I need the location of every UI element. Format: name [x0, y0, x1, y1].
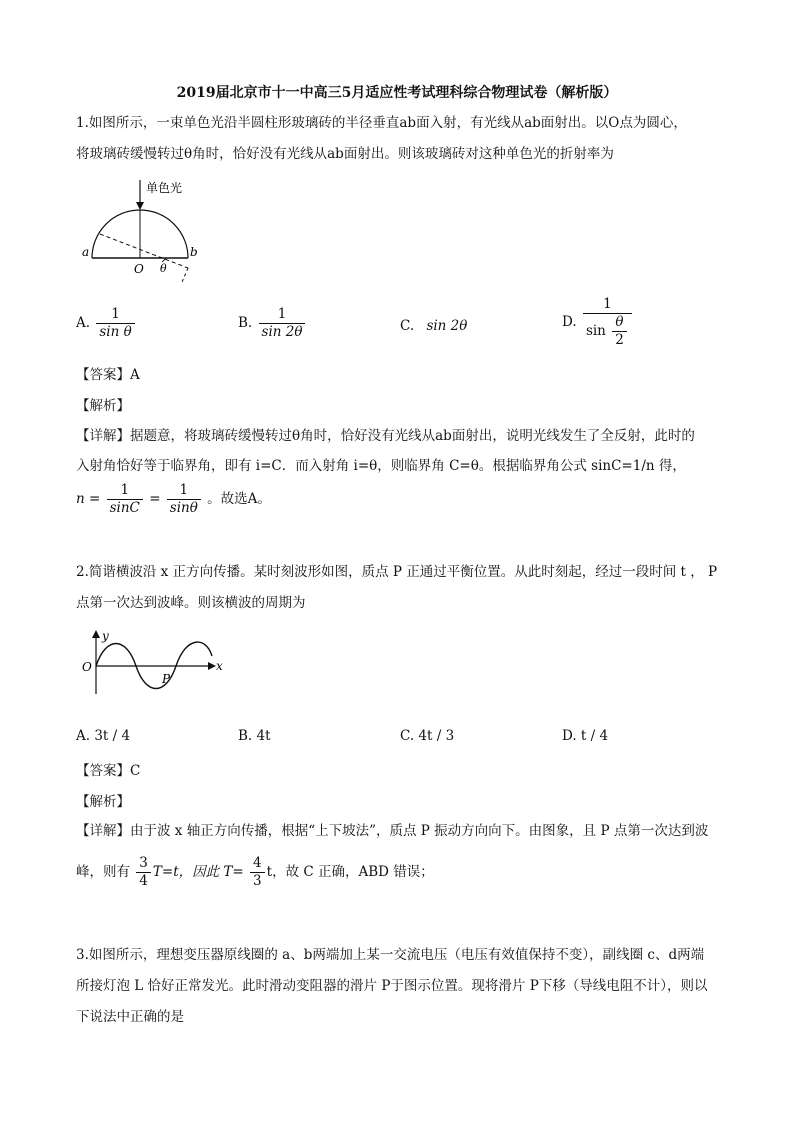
fraction	[583, 296, 632, 349]
label-a: a	[82, 245, 90, 259]
q1-option-d[interactable]	[562, 296, 634, 349]
q2-stem-line1: 2.简谐横波沿 x 正方向传播。某时刻波形如图，质点 P 正通过平衡位置。从此时刻起，经过一段时间 t ， P	[76, 564, 718, 580]
denominator: sin θ	[99, 324, 132, 340]
inner-denominator: 2	[615, 332, 624, 348]
denominator	[583, 314, 632, 349]
numerator: 1	[583, 296, 632, 314]
formula-fraction-1	[107, 482, 143, 517]
text: 峰，则有	[76, 864, 130, 880]
fraction	[259, 306, 306, 341]
y-arrow-icon	[92, 630, 100, 638]
q2-detail-line1: 【详解】由于波 x 轴正方向传播，根据“上下坡法”，质点 P 振动方向向下。由图象，且 P 点第一次达到波	[76, 823, 709, 839]
y-label: y	[102, 629, 109, 643]
option-label: C.	[400, 318, 415, 334]
numerator: 1	[259, 306, 306, 324]
q2-option-c[interactable]: C. 4t / 3	[400, 728, 455, 744]
q2-stem-line2: 点第一次达到波峰。则该横波的周期为	[76, 595, 306, 611]
q2-option-b[interactable]: B. 4t	[238, 728, 271, 744]
fraction-3-4	[136, 855, 151, 890]
q1-detail-line1: 【详解】据题意，将玻璃砖缓慢转过θ角时，恰好没有光线从ab面射出，说明光线发生了全反射，此时的	[76, 428, 695, 444]
fraction	[96, 306, 134, 341]
q2-option-d[interactable]: D. t / 4	[562, 728, 609, 744]
q3-stem-line1: 3.如图所示，理想变压器原线圈的 a、b两端加上某一交流电压（电压有效值保持不变），副线圈 c、d两端	[76, 947, 705, 963]
numerator: 1	[107, 482, 143, 500]
option-label: B.	[238, 315, 253, 331]
option-text: sin 2θ	[426, 318, 468, 334]
fraction-4-3	[250, 855, 265, 890]
denominator: 4	[139, 873, 148, 889]
light-arrow-icon	[136, 202, 144, 210]
inner-numerator: θ	[612, 314, 627, 332]
equals: =	[149, 491, 161, 507]
page-title: 2019届北京市十一中高三5月适应性考试理科综合物理试卷（解析版）	[176, 85, 618, 101]
x-label: x	[216, 659, 223, 673]
numerator: 3	[136, 855, 151, 873]
q1-answer: 【答案】A	[76, 367, 140, 383]
denominator: sinC	[109, 500, 140, 516]
q1-analysis-heading: 【解析】	[76, 398, 130, 414]
q1-option-a[interactable]	[76, 306, 137, 341]
denominator: 3	[253, 873, 262, 889]
wave-curve	[96, 642, 212, 688]
origin-label: O	[82, 660, 92, 674]
denominator: sinθ	[169, 500, 198, 516]
text: T=t，因此 T=	[152, 864, 244, 880]
q1-option-c[interactable]	[400, 318, 467, 334]
q1-semicircle-figure	[76, 176, 206, 286]
q1-stem-line2: 将玻璃砖缓慢转过θ角时，恰好没有光线从ab面射出。则该玻璃砖对这种单色光的折射率为	[76, 146, 614, 162]
formula-n: n =	[76, 491, 101, 507]
label-theta: θ	[160, 262, 167, 275]
q3-stem-line3: 下说法中正确的是	[76, 1009, 184, 1025]
option-label: D.	[562, 314, 577, 330]
numerator: 1	[96, 306, 134, 324]
q2-analysis-heading: 【解析】	[76, 794, 130, 810]
p-label: P	[162, 672, 171, 686]
denominator: sin 2θ	[261, 324, 303, 340]
formula-tail: 。故选A。	[207, 491, 271, 507]
sin-text: sin	[585, 323, 606, 339]
rotated-edge	[182, 268, 188, 282]
q2-detail-line2	[76, 855, 434, 890]
q2-wave-figure	[76, 628, 226, 698]
q1-formula	[76, 482, 271, 517]
inner-fraction	[612, 314, 627, 349]
label-b: b	[190, 245, 198, 259]
option-label: A.	[76, 315, 91, 331]
q3-stem-line2: 所接灯泡 L 恰好正常发光。此时滑动变阻器的滑片 P于图示位置。现将滑片 P下移（导线电阻不计），则以	[76, 978, 708, 994]
numerator: 1	[167, 482, 201, 500]
q2-answer: 【答案】C	[76, 763, 141, 779]
q1-option-b[interactable]	[238, 306, 307, 341]
light-label: 单色光	[146, 181, 183, 195]
numerator: 4	[250, 855, 265, 873]
x-arrow-icon	[208, 662, 216, 670]
q1-detail-line2: 入射角恰好等于临界角，即有 i=C．而入射角 i=θ，则临界角 C=θ。根据临界角公式 sinC=1/n 得，	[76, 458, 686, 474]
q1-stem-line1: 1.如图所示，一束单色光沿半圆柱形玻璃砖的半径垂直ab面入射，有光线从ab面射出。以O点为圆心，	[76, 115, 687, 131]
text: t，故 C 正确，ABD 错误；	[266, 864, 434, 880]
q2-option-a[interactable]: A. 3t / 4	[76, 728, 131, 744]
formula-fraction-2	[167, 482, 201, 517]
label-o: O	[134, 262, 144, 276]
rotated-face	[100, 234, 188, 268]
